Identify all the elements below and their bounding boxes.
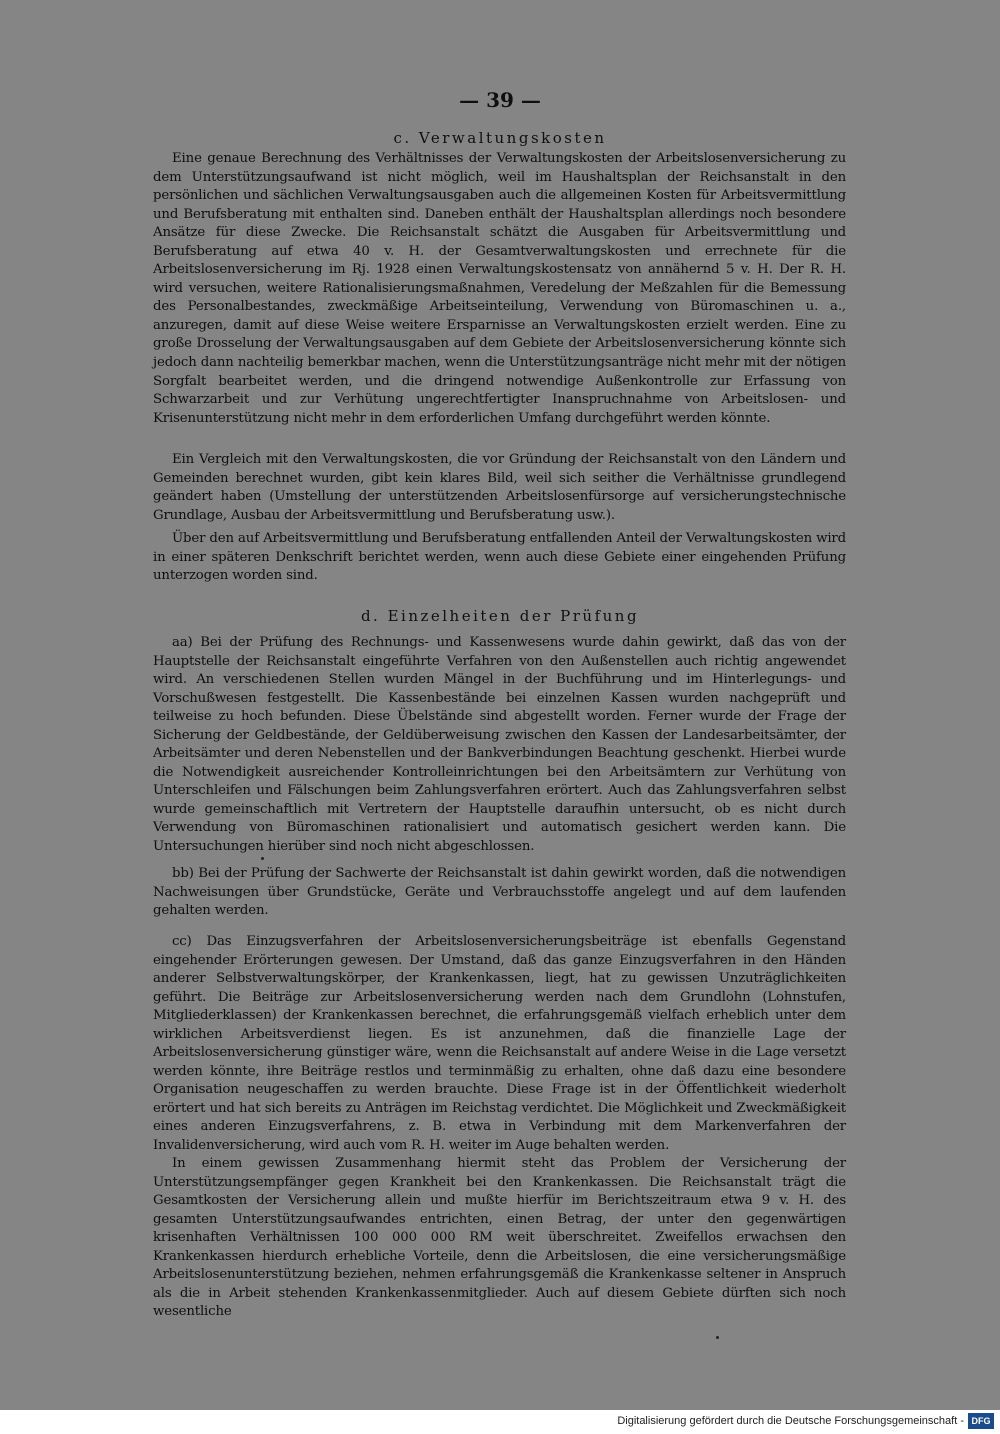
digitization-footer [0,1410,1000,1434]
page-number: — 39 — [459,88,541,112]
paragraph-verwaltungskosten-3: Über den auf Arbeitsvermittlung und Berufsberatung entfallenden Anteil der Verwaltungskosten wird in einer späteren Denkschrift berichtet werden, wenn auch diese Gebiete einer eingehenden Prüfung unterzogen worden sind. [153,531,846,584]
print-speck [716,1336,719,1339]
dfg-logo: DFG [968,1413,994,1429]
footer-credit: Digitalisierung gefördert durch die Deutsche Forschungsgemeinschaft - [617,1415,964,1427]
print-speck [261,857,264,860]
paragraph-aa-rechnungswesen: aa) Bei der Prüfung des Rechnungs- und Kassenwesens wurde dahin gewirkt, daß das von der Hauptstelle der Reichsanstalt eingeführte Verfahren von den Außenstellen auch richtig angewendet wird. An verschiedenen Stellen wurden Mängel in der Buchführung und im Hinterlegungs- und Vorschußwesen festgestellt. Die Kassenbestände bei einzelnen Kassen wurden nachgeprüft und teilweise zu hoch befunden. Diese Übelstände sind abgestellt worden. Ferner wurde der Frage der Sicherung der Geldbestände, der Geldüberweisung zwischen den Kassen der Landesarbeitsämter, der Arbeitsämter und deren Nebenstellen und der Bankverbindungen Beachtung geschenkt. Hierbei wurde die Notwendigkeit ausreichender Kontrolleinrichtungen bei den Arbeitsämtern zur Verhütung von Unterschleifen und Fälschungen beim Zahlungsverfahren erörtert. Auch das Zahlungsverfahren selbst wurde gemeinschaftlich mit Vertretern der Hauptstelle daraufhin untersucht, ob es nicht durch Verwendung von Büromaschinen rationalisiert und automatisch gesichert werden kann. Die Untersuchungen hierüber sind noch nicht abgeschlossen. [153,635,846,855]
section-heading-verwaltungskosten: c. Verwaltungskosten [393,129,607,147]
paragraph-verwaltungskosten-1: Eine genaue Berechnung des Verhältnisses der Verwaltungskosten der Arbeitslosenversicherung zu dem Unterstützungsaufwand ist nicht möglich, weil im Haushaltsplan der Reichsanstalt in den persönlichen und sächlichen Verwaltungsausgaben auch die allgemeinen Kosten für Arbeitsvermittlung und Berufsberatung mit enthalten sind. Daneben enthält der Haushaltsplan allerdings noch besondere Ansätze für diese Zwecke. Die Reichsanstalt schätzt die Ausgaben für Arbeitsvermittlung und Berufsberatung auf etwa 40 v. H. der Gesamtverwaltungskosten und errechnete für die Arbeitslosenversicherung im Rj. 1928 einen Verwaltungskostensatz von annähernd 5 v. H. Der R. H. wird versuchen, weitere Rationalisierungsmaßnahmen, Veredelung der Meßzahlen für die Bemessung des Personalbestandes, zweckmäßige Arbeitseinteilung, Verwendung von Büromaschinen u. a., anzuregen, damit auf diese Weise weitere Ersparnisse an Verwaltungskosten erzielt werden. Eine zu große Drosselung der Verwaltungsausgaben auf dem Gebiete der Arbeitslosenversicherung könnte sich jedoch dann nachteilig bemerkbar machen, wenn die Unterstützungsanträge nicht mehr mit der nötigen Sorgfalt bearbeitet werden, und die dringend notwendige Außenkontrolle zur Erfassung von Schwarzarbeit und zur Verhütung ungerechtfertigter Inanspruchnahme von Arbeitslosen- und Krisenunterstützung nicht mehr in dem erforderlichen Umfang durchgeführt werden könnte. [153,151,846,426]
section-heading-einzelheiten: d. Einzelheiten der Prüfung [360,607,640,625]
paragraph-bb-sachwerte: bb) Bei der Prüfung der Sachwerte der Reichsanstalt ist dahin gewirkt worden, daß die notwendigen Nachweisungen über Grundstücke, Geräte und Verbrauchsstoffe angelegt und auf dem laufenden gehalten werden. [153,866,846,919]
paragraph-verwaltungskosten-2: Ein Vergleich mit den Verwaltungskosten, die vor Gründung der Reichsanstalt von den Ländern und Gemeinden berechnet wurden, gibt kein klares Bild, weil sich seither die Verhältnisse grundlegend geändert haben (Umstellung der unterstützenden Arbeitslosenfürsorge auf versicherungstechnische Grundlage, Ausbau der Arbeitsvermittlung und Berufsberatung usw.). [153,452,846,523]
paragraph-cc-einzugsverfahren: cc) Das Einzugsverfahren der Arbeitslosenversicherungsbeiträge ist ebenfalls Gegenstand eingehender Erörterungen gewesen. Der Umstand, daß das ganze Einzugsverfahren in den Händen anderer Selbstverwaltungskörper, der Krankenkassen, liegt, hat zu gewissen Unzuträglichkeiten geführt. Die Beiträge zur Arbeitslosenversicherung werden nach dem Grundlohn (Lohnstufen, Mitgliederklassen) der Krankenkassen berechnet, die erfahrungsgemäß vielfach erheblich unter dem wirklichen Arbeitsverdienst liegen. Es ist anzunehmen, daß die finanzielle Lage der Arbeitslosenversicherung günstiger wäre, wenn die Reichsanstalt auf andere Weise in die Lage versetzt werden könnte, ihre Beiträge restlos und terminmäßig zu erhalten, ohne daß dazu eine besondere Organisation neugeschaffen zu werden brauchte. Diese Frage ist in der Öffentlichkeit wiederholt erörtert und hat sich bereits zu Anträgen im Reichstag verdichtet. Die Möglichkeit und Zweckmäßigkeit eines anderen Einzugsverfahrens, z. B. etwa in Verbindung mit dem Markenverfahren der Invalidenversicherung, wird auch vom R. H. weiter im Auge behalten werden. [153,934,846,1154]
paragraph-krankenversicherung: In einem gewissen Zusammenhang hiermit steht das Problem der Versicherung der Unterstützungsempfänger gegen Krankheit bei den Krankenkassen. Die Reichsanstalt trägt die Gesamtkosten der Versicherung allein und mußte hierfür im Berichtszeitraum etwa 9 v. H. des gesamten Unterstützungsaufwandes entrichten, einen Betrag, der unter den gegenwärtigen krisenhaften Verhältnissen 100 000 000 RM weit überschreitet. Zweifellos erwachsen den Krankenkassen hierdurch erhebliche Vorteile, denn die Arbeitslosen, die eine versicherungsmäßige Arbeitslosenunterstützung beziehen, nehmen erfahrungsgemäß die Krankenkasse seltener in Anspruch als die in Arbeit stehenden Krankenkassenmitglieder. Auch auf diesem Gebiete dürften sich noch wesentliche [153,1156,846,1320]
